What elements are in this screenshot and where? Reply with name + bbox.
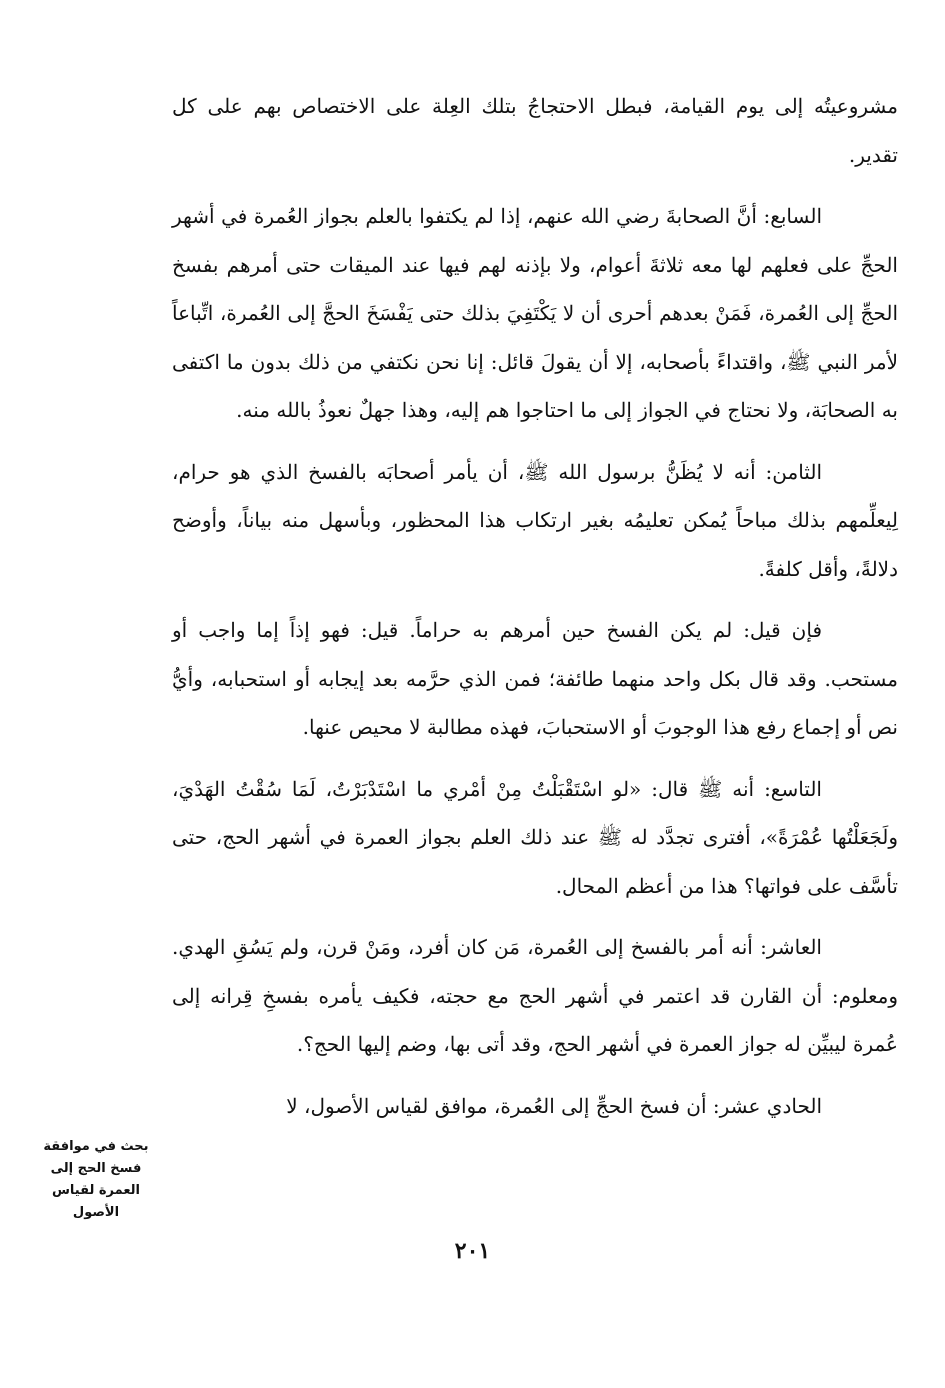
margin-note: بحث في موافقة فسخ الحج إلى العمرة لقياس الأصول bbox=[43, 1139, 149, 1220]
paragraph-continuation: مشروعيتُه إلى يوم القيامة، فبطل الاحتجاجُ بتلك العِلة على الاختصاص بهم على كل تقدير. bbox=[172, 94, 898, 167]
paragraph-tenth: العاشر: أنه أمر بالفسخ إلى العُمرة، مَن كان أفرد، ومَنْ قرن، ولم يَسُقِ الهدي. ومعلوم: أن القارن قد اعتمر في أشهر الحج مع حجته، فكيف يأمره بفسخِ قِرانه إلى عُمرة ليبيِّن له جواز العمرة في أشهر الحج، وقد أتى بها، وضم إليها الحج؟. bbox=[172, 935, 898, 1056]
paragraph-objection: فإن قيل: لم يكن الفسخ حين أمرهم به حراماً. قيل: فهو إذاً إما واجب أو مستحب. وقد قال بكل واحد منهما طائفة؛ فمن الذي حرَّمه بعد إيجابه أو استحبابه، وأيُّ نص أو إجماع رفع هذا الوجوبَ أو الاستحبابَ، فهذه مطالبة لا محيص عنها. bbox=[172, 618, 898, 739]
page-number: ٢٠١ bbox=[454, 1238, 491, 1264]
paragraph-eleventh: الحادي عشر: أن فسخ الحجِّ إلى العُمرة، موافق لقياس الأصول، لا bbox=[286, 1093, 822, 1118]
body-text bbox=[172, 82, 898, 1130]
paragraph-ninth: التاسع: أنه ﷺ قال: «لو اسْتَقْبَلْتُ مِنْ أمْري ما اسْتَدْبَرْتُ، لَمَا سُقْتُ الهَدْيَ، ولَجَعَلْتُها عُمْرَةً»، أفترى تجدَّد له ﷺ عند ذلك العلم بجواز العمرة في أشهر الحج، حتى تأسَّف على فواتها؟ هذا من أعظم المحال. bbox=[172, 776, 898, 898]
paragraph-seventh: السابع: أنَّ الصحابةَ رضي الله عنهم، إذا لم يكتفوا بالعلم بجواز العُمرة في أشهر الحجِّ على فعلهم لها معه ثلاثةَ أعوام، ولا بإذنه لهم فيها عند الميقات حتى أمرهم بفسخ الحجِّ إلى العُمرة، فَمَنْ بعدهم أحرى أن لا يَكْتَفِيَ بذلك حتى يَفْسَخَ الحجَّ إلى العُمرة، اتِّباعاً لأمر النبي ﷺ، واقتداءً بأصحابه، إلا أن يقولَ قائل: إنا نحن نكتفي من ذلك بدون ما اكتفى به الصحابَة، ولا نحتاج في الجواز إلى ما احتاجوا هم إليه، وهذا جهلٌ نعوذُ بالله منه. bbox=[172, 204, 898, 422]
paragraph-eighth: الثامن: أنه لا يُظَنُّ برسول الله ﷺ، أن يأمر أصحابَه بالفسخ الذي هو حرام، لِيعلِّمهم بذلك مباحاً يُمكن تعليمُه بغير ارتكاب هذا المحظور، وبأسهل منه بياناً، وأوضح دلالةً، وأقل كلفةً. bbox=[172, 459, 898, 581]
